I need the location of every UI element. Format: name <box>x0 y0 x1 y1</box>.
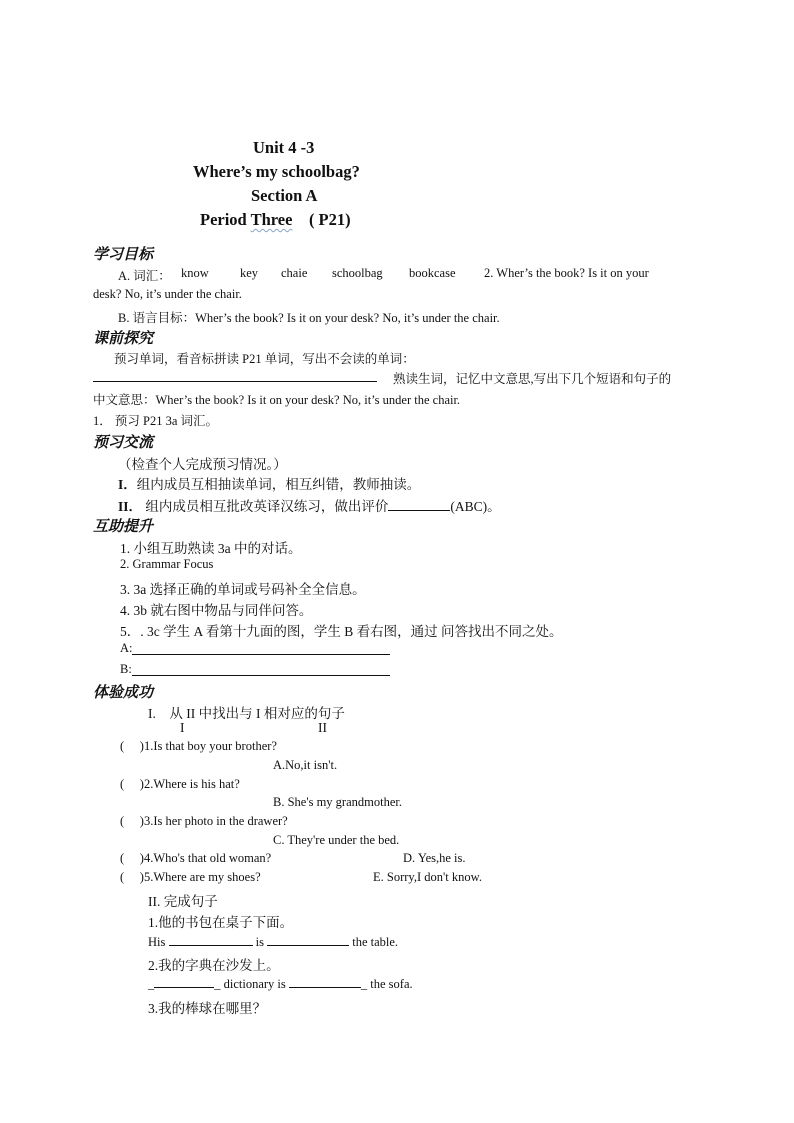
question-5: 5.Where are my shoes? <box>144 870 261 884</box>
help-item-2: 2. Grammar Focus <box>120 557 214 571</box>
item2-text: 组内成员相互批改英译汉练习，做出评价 <box>145 499 389 514</box>
exchange-note: （检查个人完成预习情况。） <box>118 457 287 472</box>
dialog-b-line[interactable] <box>132 675 390 676</box>
s2-blank-2[interactable] <box>289 976 361 988</box>
exchange-item2 <box>118 495 501 515</box>
unit-title: Unit 4 -3 <box>253 138 315 157</box>
help-item-1: 1. 小组互助熟读 3a 中的对话。 <box>120 541 302 556</box>
preview-line4: 1． 预习 P21 3a 词汇。 <box>93 414 219 428</box>
word-schoolbag: schoolbag <box>332 266 383 280</box>
preview-line3: 中文意思：Wher’s the book? Is it on your desk? No, it’s under the chair. <box>93 393 461 407</box>
item2-tail: (ABC)。 <box>450 499 501 514</box>
s2-middle: _ dictionary is <box>214 977 286 991</box>
sentence-3-chinese: 3.我的棒球在哪里？ <box>148 1001 267 1016</box>
s2-lead: _ <box>148 977 155 991</box>
goals-a-continued: desk? No, it’s under the chair. <box>93 287 242 301</box>
lesson-title: Where’s my schoolbag? <box>193 162 360 181</box>
item1-text: 组内成员互相抽读单词，相互纠错，教师抽读。 <box>136 477 421 492</box>
goals-b-line: B. 语言目标：Wher’s the book? Is it on your desk? No, it’s under the chair. <box>118 311 500 325</box>
question-4: 4.Who's that old woman? <box>144 851 272 865</box>
question-3: 3.Is her photo in the drawer? <box>144 814 288 828</box>
s1-his: His <box>148 935 166 949</box>
q3-paren[interactable]: ( ) <box>120 814 144 828</box>
s1-is: is <box>255 935 264 949</box>
column-ii-label: II <box>318 720 327 735</box>
answer-a: A.No,it isn't. <box>273 758 338 772</box>
answer-b: B. She's my grandmother. <box>273 795 402 809</box>
q5-paren[interactable]: ( ) <box>120 870 144 884</box>
dialog-b-label: B: <box>120 662 132 676</box>
help-item-3: 3. 3a 选择正确的单词或号码补全全信息。 <box>120 582 366 597</box>
help-item-4: 4. 3b 就右图中物品与同伴问答。 <box>120 603 313 618</box>
period-word: Three <box>250 210 293 229</box>
sentence-2-chinese: 2.我的字典在沙发上。 <box>148 958 280 973</box>
column-i-label: I <box>180 720 185 735</box>
s1-blank-1[interactable] <box>169 934 253 946</box>
item1-number: I． <box>118 477 137 492</box>
goals-a-label: A. 词汇： <box>118 269 171 283</box>
dialog-a-line[interactable] <box>132 654 390 655</box>
q2-paren[interactable]: ( ) <box>120 777 144 791</box>
s2-blank-1[interactable] <box>154 976 214 988</box>
section-title: Section A <box>251 186 318 205</box>
answer-d: D. Yes,he is. <box>403 851 466 865</box>
period-prefix: Period <box>200 210 251 229</box>
goals-heading: 学习目标 <box>93 245 154 263</box>
s1-tail: the table. <box>352 935 399 949</box>
part2-title: II. 完成句子 <box>148 894 218 909</box>
sentence-1-chinese: 1.他的书包在桌子下面。 <box>148 915 294 930</box>
word-know: know <box>181 266 209 280</box>
word-key: key <box>240 266 259 280</box>
exchange-heading: 预习交流 <box>93 433 154 451</box>
answer-c: C. They're under the bed. <box>273 833 400 847</box>
preview-line1: 预习单词，看音标拼读 P21 单词，写出不会读的单词： <box>114 352 415 366</box>
part1-title: I. 从 II 中找出与 I 相对应的句子 <box>148 706 345 721</box>
dialog-a-label: A: <box>120 641 133 655</box>
help-item-5: 5．. 3c 学生 A 看第十九面的图，学生 B 看右图，通过 问答找出不同之处。 <box>120 624 563 639</box>
q1-paren[interactable]: ( ) <box>120 739 144 753</box>
s1-blank-2[interactable] <box>267 934 349 946</box>
question-1: 1.Is that boy your brother? <box>144 739 277 753</box>
rating-blank[interactable] <box>388 499 450 511</box>
s2-tail: _ the sofa. <box>360 977 413 991</box>
word-bookcase: bookcase <box>409 266 456 280</box>
q4-paren[interactable]: ( ) <box>120 851 144 865</box>
word-chaie: chaie <box>281 266 308 280</box>
item2-number: II． <box>118 499 143 514</box>
preview-line2: 熟读生词，记忆中文意思,写出下几个短语和句子的 <box>393 372 672 386</box>
answer-e: E. Sorry,I don't know. <box>373 870 482 884</box>
preview-heading: 课前探究 <box>93 329 154 347</box>
question-2: 2.Where is his hat? <box>144 777 240 791</box>
preview-blank-line <box>93 381 377 382</box>
sentence-1-english <box>148 934 398 950</box>
sentence-2-english <box>148 976 413 992</box>
period-page: ( P21) <box>292 210 351 229</box>
goals-a-item2: 2. Wher’s the book? Is it on your <box>484 266 649 280</box>
exchange-item1 <box>118 473 420 493</box>
success-heading: 体验成功 <box>93 683 154 701</box>
period-title <box>200 210 351 230</box>
help-heading: 互助提升 <box>93 517 154 535</box>
